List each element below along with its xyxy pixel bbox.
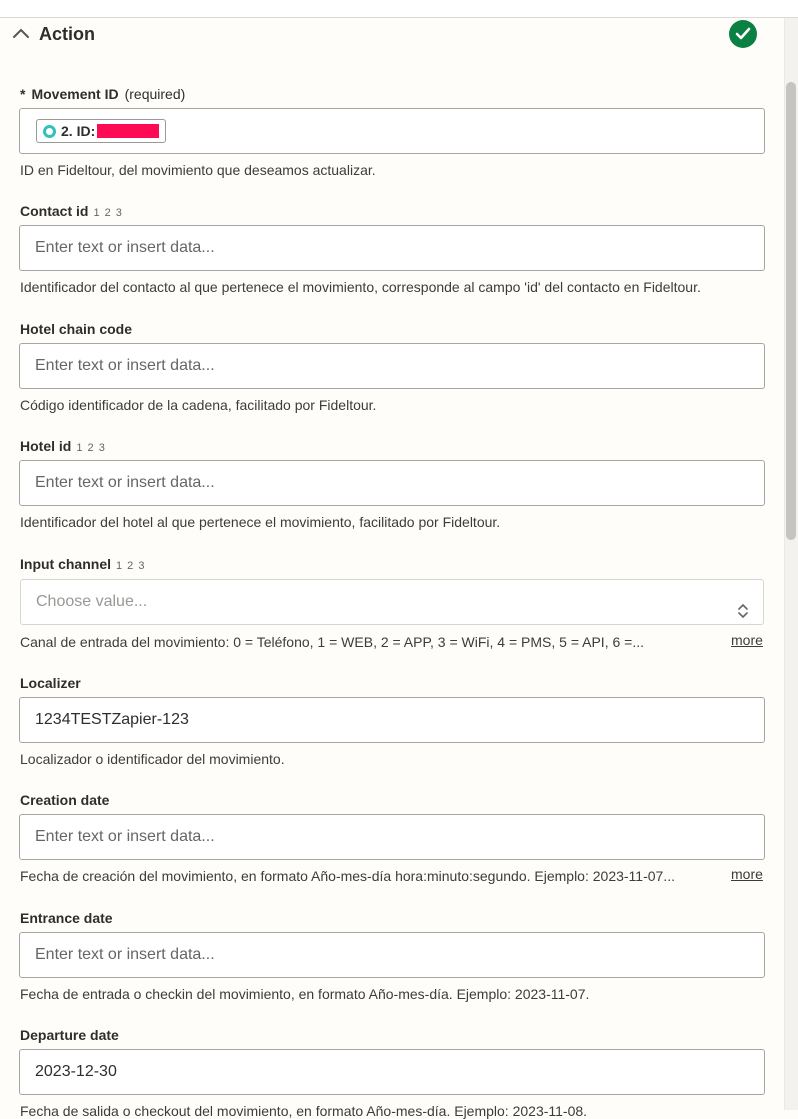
chevron-up-icon[interactable] <box>12 26 32 44</box>
input-channel-label: Input channel 1 2 3 <box>20 556 146 572</box>
localizer-field[interactable]: 1234TESTZapier-123 <box>19 697 765 743</box>
movement-id-label: * Movement ID (required) <box>20 86 186 102</box>
hotel-id-help: Identificador del hotel al que pertenece el movimiento, facilitado por Fideltour. <box>20 514 501 530</box>
contact-id-label: Contact id 1 2 3 <box>20 203 123 219</box>
top-bar <box>0 0 798 18</box>
departure-date-label: Departure date <box>20 1027 119 1043</box>
action-section-header[interactable] <box>0 18 784 54</box>
localizer-label: Localizer <box>20 675 81 691</box>
input-channel-placeholder: Choose value... <box>36 593 148 610</box>
hotel-chain-code-help: Código identificador de la cadena, facilitado por Fideltour. <box>20 397 377 413</box>
entrance-date-label: Entrance date <box>20 910 113 926</box>
redacted-value <box>97 124 159 138</box>
creation-date-help: Fecha de creación del movimiento, en formato Año-mes-día hora:minuto:segundo. Ejemplo: 2023-11-07... <box>20 868 675 884</box>
hotel-id-label: Hotel id 1 2 3 <box>20 438 106 454</box>
input-channel-select[interactable] <box>20 579 764 625</box>
input-channel-help: Canal de entrada del movimiento: 0 = Teléfono, 1 = WEB, 2 = APP, 3 = WiFi, 4 = PMS, 5 = API, 6 =... <box>20 634 644 650</box>
localizer-help: Localizador o identificador del movimiento. <box>20 751 285 767</box>
creation-date-field[interactable]: Enter text or insert data... <box>19 814 765 860</box>
movement-id-field[interactable] <box>19 108 765 154</box>
data-pill[interactable]: 2. ID: <box>36 119 166 143</box>
check-icon <box>729 20 757 48</box>
scrollbar-thumb[interactable] <box>786 82 796 540</box>
input-channel-more-link[interactable]: more <box>731 632 763 648</box>
creation-date-label: Creation date <box>20 792 110 808</box>
hotel-id-field[interactable]: Enter text or insert data... <box>19 460 765 506</box>
hotel-chain-code-label: Hotel chain code <box>20 321 133 337</box>
hotel-chain-code-field[interactable]: Enter text or insert data... <box>19 343 765 389</box>
contact-id-help: Identificador del contacto al que pertenece el movimiento, corresponde al campo 'id' del contacto en Fideltour. <box>20 279 701 295</box>
section-title: Action <box>39 24 95 44</box>
departure-date-field[interactable]: 2023-12-30 <box>19 1049 765 1095</box>
contact-id-field[interactable]: Enter text or insert data... <box>19 225 765 271</box>
departure-date-help: Fecha de salida o checkout del movimiento, en formato Año-mes-día. Ejemplo: 2023-11-08. <box>20 1103 588 1119</box>
movement-id-help: ID en Fideltour, del movimiento que deseamos actualizar. <box>20 162 376 178</box>
entrance-date-help: Fecha de entrada o checkin del movimiento, en formato Año-mes-día. Ejemplo: 2023-11-07. <box>20 986 590 1002</box>
creation-date-more-link[interactable]: more <box>731 866 763 882</box>
entrance-date-field[interactable]: Enter text or insert data... <box>19 932 765 978</box>
step-ring-icon <box>43 125 56 138</box>
